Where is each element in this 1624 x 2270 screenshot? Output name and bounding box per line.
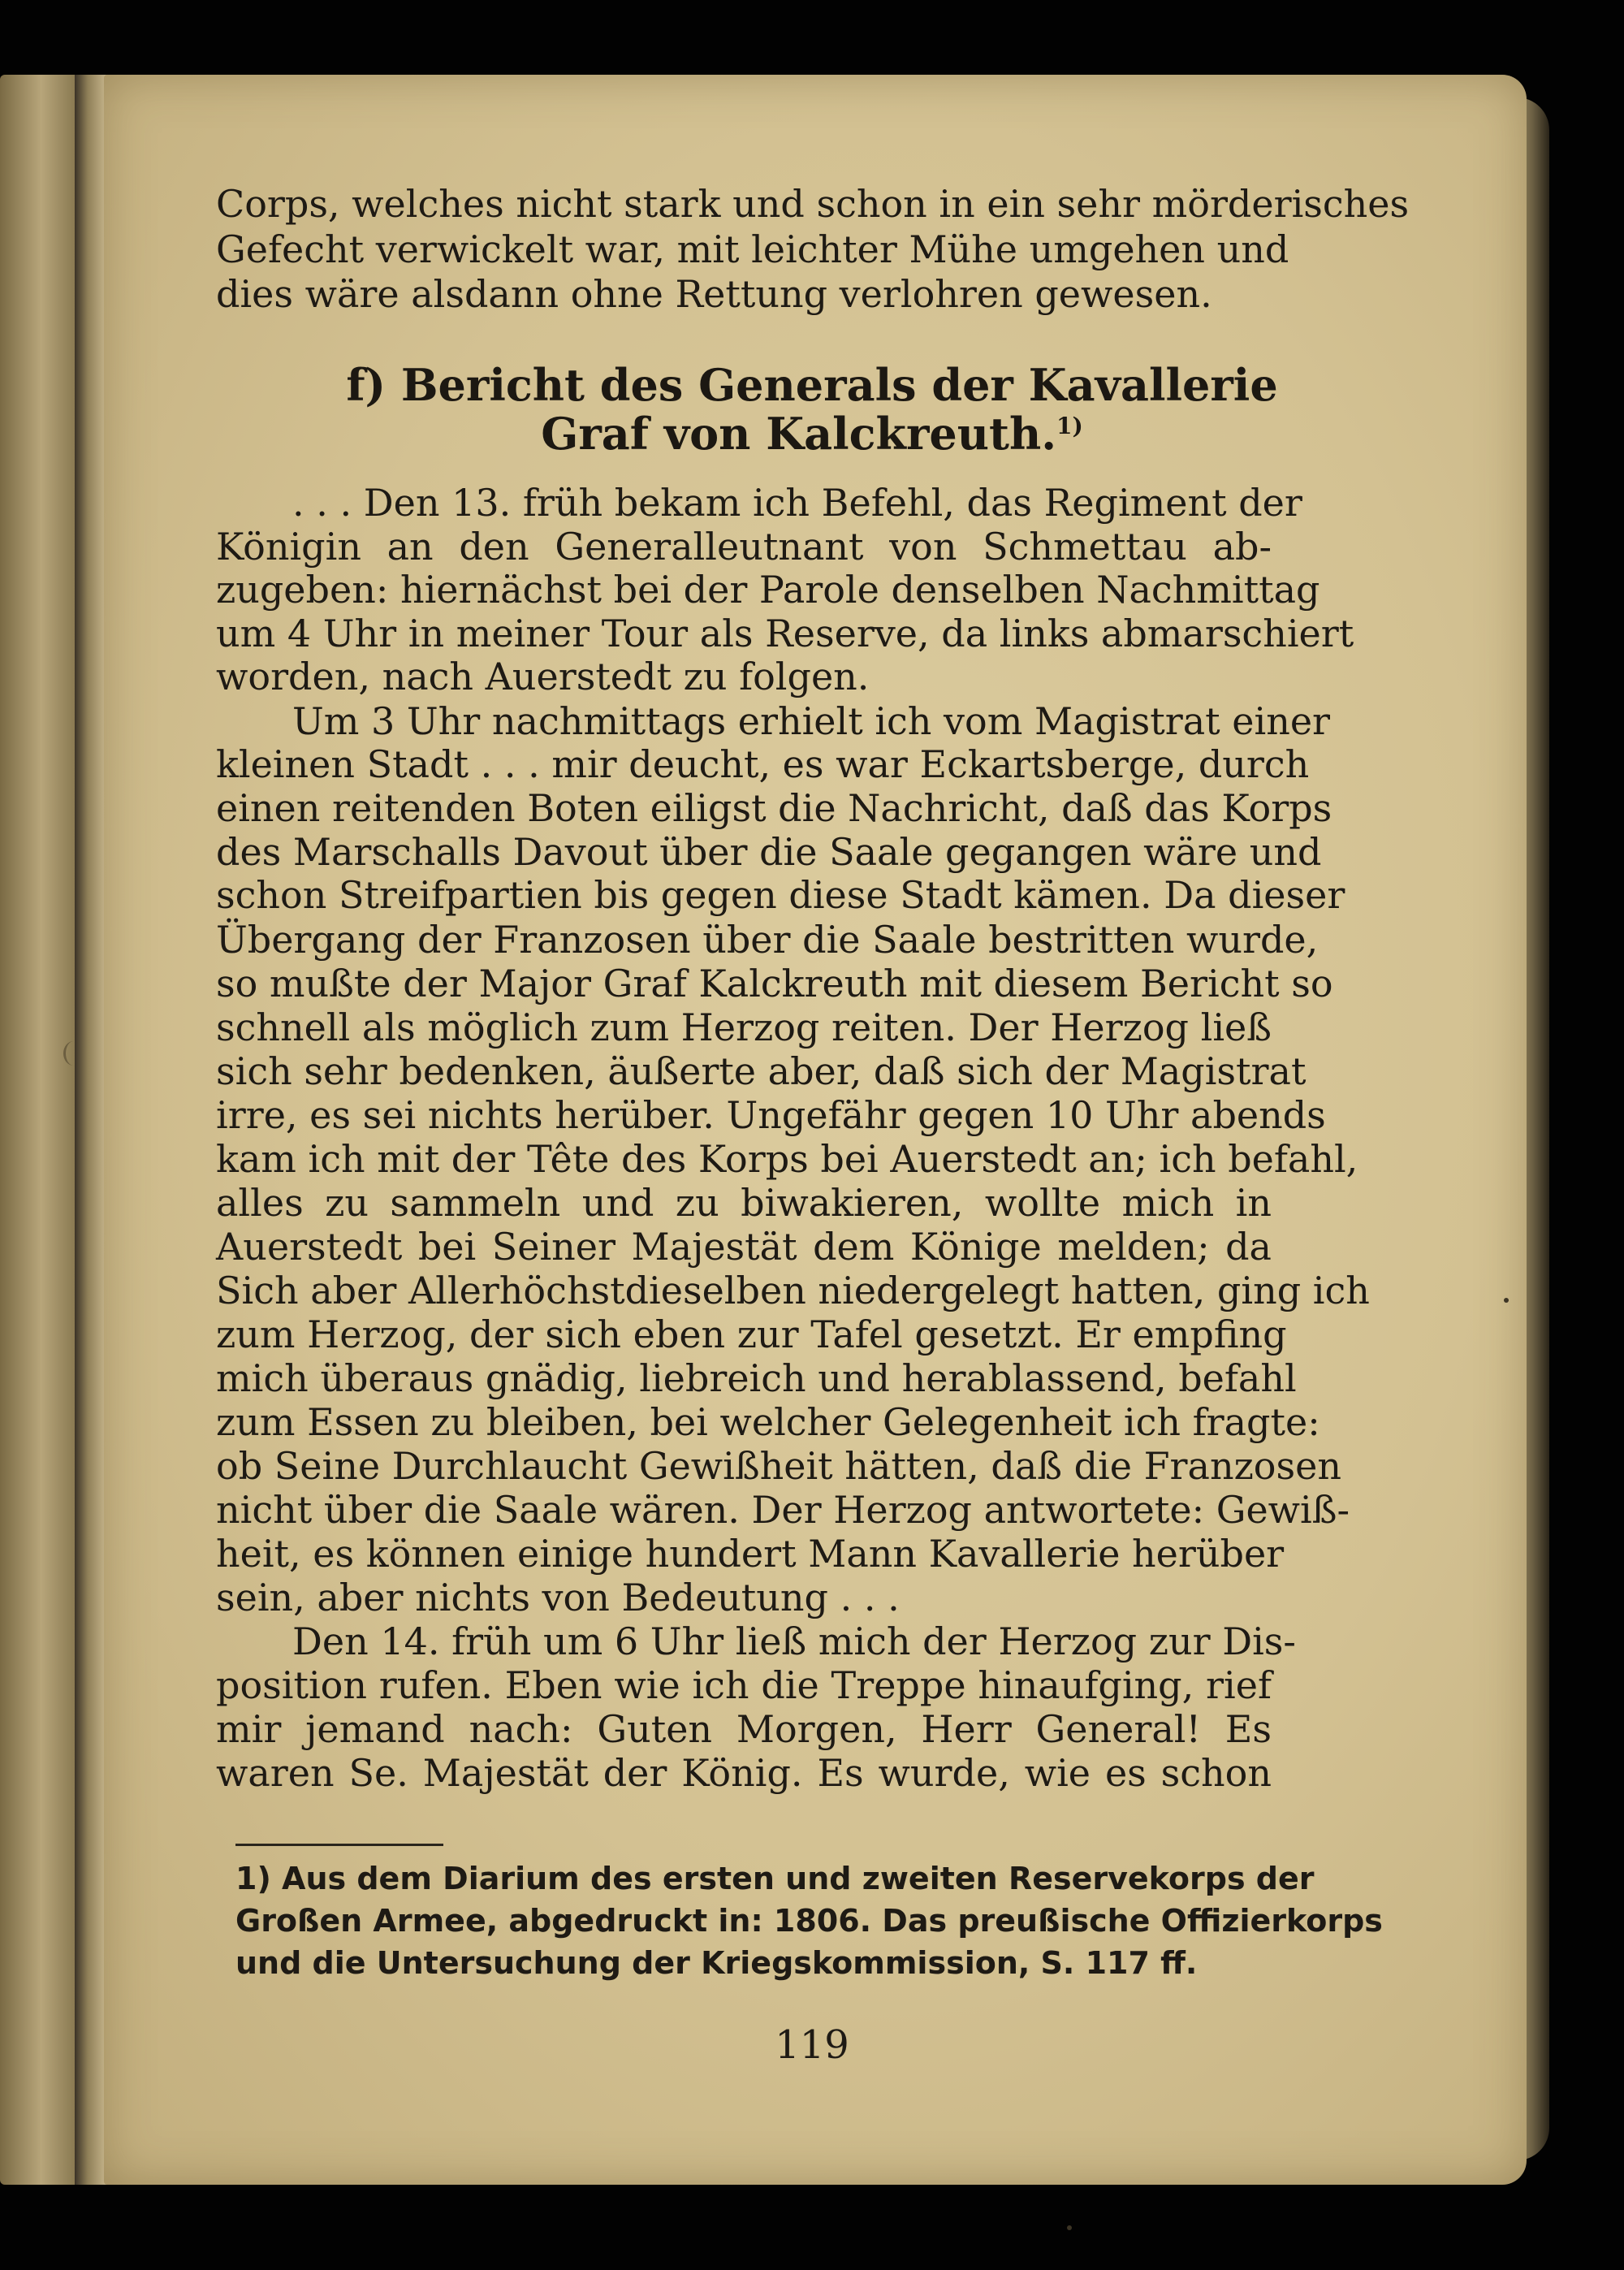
page-spot — [1067, 2225, 1072, 2230]
intro-line: Corps, welches nicht stark und schon in ein sehr mörderisches — [216, 182, 1410, 226]
body-line: des Marschalls Davout über die Saale gegangen wäre und — [216, 830, 1322, 874]
body-line: kleinen Stadt . . . mir deucht, es war Eckartsberge, durch — [216, 742, 1310, 786]
body-line: position rufen. Eben wie ich die Treppe hinaufging, rief — [216, 1663, 1272, 1707]
body-line: heit, es können einige hundert Mann Kavallerie herüber — [216, 1532, 1285, 1576]
page-spot — [1504, 1298, 1509, 1303]
body-line: mir jemand nach: Guten Morgen, Herr General! Es — [216, 1707, 1272, 1751]
body-line: schon Streifpartien bis gegen diese Stadt kämen. Da dieser — [216, 873, 1345, 917]
footnote-reference: 1) — [1056, 413, 1083, 439]
body-line: zum Herzog, der sich eben zur Tafel gesetzt. Er empfing — [216, 1312, 1287, 1356]
body-line: zum Essen zu bleiben, bei welcher Gelegenheit ich fragte: — [216, 1400, 1320, 1444]
body-line: waren Se. Majestät der König. Es wurde, wie es schon — [216, 1751, 1272, 1795]
section-heading-title: Graf von Kalckreuth. — [541, 408, 1057, 460]
body-line: sich sehr bedenken, äußerte aber, daß sich der Magistrat — [216, 1049, 1307, 1093]
body-line: um 4 Uhr in meiner Tour als Reserve, da links abmarschiert — [216, 612, 1354, 655]
footnote-line: Großen Armee, abgedruckt in: 1806. Das preußische Offizierkorps — [235, 1903, 1383, 1939]
body-line: einen reitenden Boten eiligst die Nachricht, daß das Korps — [216, 786, 1332, 830]
footnote-line: und die Untersuchung der Kriegskommission, S. 117 ff. — [235, 1945, 1198, 1981]
body-line: so mußte der Major Graf Kalckreuth mit diesem Bericht so — [216, 962, 1333, 1005]
body-line: . . . Den 13. früh bekam ich Befehl, das Regiment der — [292, 481, 1302, 525]
footnote-line: 1) Aus dem Diarium des ersten und zweiten Reservekorps der — [235, 1861, 1315, 1896]
body-line: Übergang der Franzosen über die Saale bestritten wurde, — [216, 918, 1319, 962]
body-line: kam ich mit der Tête des Korps bei Auerstedt an; ich befahl, — [216, 1137, 1358, 1181]
body-line: worden, nach Auerstedt zu folgen. — [216, 655, 870, 698]
body-line: zugeben: hiernächst bei der Parole denselben Nachmittag — [216, 568, 1320, 612]
footnote-divider — [235, 1844, 443, 1846]
intro-line: Gefecht verwickelt war, mit leichter Mühe umgehen und — [216, 227, 1289, 271]
body-line: irre, es sei nichts herüber. Ungefähr gegen 10 Uhr abends — [216, 1093, 1326, 1137]
body-line: alles zu sammeln und zu biwakieren, wollte mich in — [216, 1181, 1272, 1225]
body-line: Sich aber Allerhöchstdieselben niedergelegt hatten, ging ich — [216, 1269, 1370, 1312]
body-line: mich überaus gnädig, liebreich und herablassend, befahl — [216, 1356, 1297, 1400]
body-line: Auerstedt bei Seiner Majestät dem Könige melden; da — [216, 1225, 1272, 1269]
page-number: 119 — [775, 2022, 849, 2068]
body-line: sein, aber nichts von Bedeutung . . . — [216, 1576, 900, 1619]
body-line: Den 14. früh um 6 Uhr ließ mich der Herzog zur Dis- — [292, 1619, 1296, 1663]
body-line: Um 3 Uhr nachmittags erhielt ich vom Magistrat einer — [292, 699, 1331, 743]
section-heading-line2 — [0, 408, 1624, 460]
body-line: Königin an den Generalleutnant von Schmettau ab- — [216, 525, 1272, 569]
margin-pencil-mark — [63, 1041, 84, 1066]
body-line: schnell als möglich zum Herzog reiten. Der Herzog ließ — [216, 1005, 1272, 1049]
body-line: ob Seine Durchlaucht Gewißheit hätten, daß die Franzosen — [216, 1444, 1341, 1488]
body-line: nicht über die Saale wären. Der Herzog antwortete: Gewiß- — [216, 1488, 1350, 1532]
section-heading-line1: f) Bericht des Generals der Kavallerie — [346, 359, 1278, 411]
intro-line: dies wäre alsdann ohne Rettung verlohren gewesen. — [216, 272, 1212, 316]
